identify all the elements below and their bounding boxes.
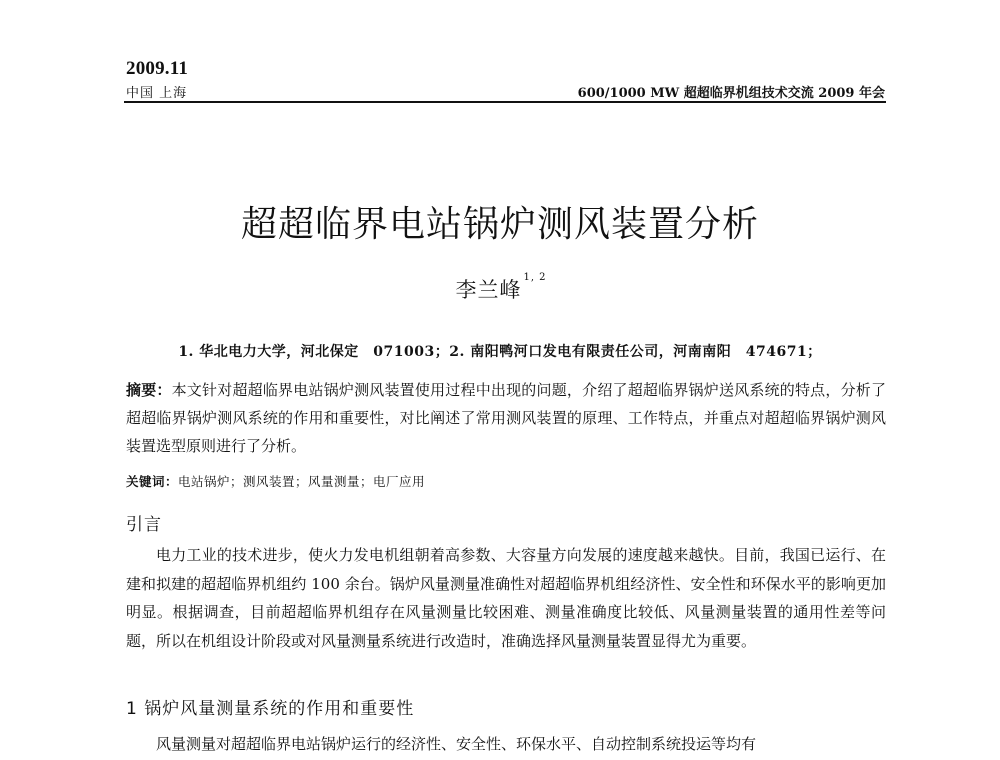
header-date: 2009.11	[126, 58, 189, 79]
section-heading-introduction: 引言	[126, 515, 162, 535]
paper-title: 超超临界电站锅炉测风装置分析	[240, 204, 759, 245]
affiliations: 1. 华北电力大学，河北保定 071003；2. 南阳鸭河口发电有限责任公司，河南南阳 474671；	[178, 344, 822, 360]
header-rule	[124, 101, 886, 103]
keywords	[126, 472, 425, 490]
abstract-label: 摘要：	[126, 381, 172, 399]
keywords-text: 电站锅炉；测风装置；风量测量；电厂应用	[178, 474, 426, 489]
author-line	[0, 274, 1000, 304]
section-heading-1: 1 锅炉风量测量系统的作用和重要性	[126, 699, 415, 719]
abstract-text: 本文针对超超临界电站锅炉测风装置使用过程中出现的问题，介绍了超超临界锅炉送风系统的特点，分析了超超临界锅炉测风系统的作用和重要性，对比阐述了常用测风装置的原理、工作特点，并重点对超超临界锅炉测风装置选型原则进行了分析。	[126, 381, 886, 455]
section-1-paragraph: 风量测量对超超临界电站锅炉运行的经济性、安全性、环保水平、自动控制系统投运等均有	[156, 735, 757, 753]
introduction-paragraph: 电力工业的技术进步，使火力发电机组朝着高参数、大容量方向发展的速度越来越快。目前，我国已运行、在建和拟建的超超临界机组约 100 余台。锅炉风量测量准确性对超超临界机组经济性、安全性和环保水平的影响更加明显。根据调查，目前超超临界机组存在风量测量比较困难、测量准确度比较低、风量测量装置的通用性差等问题，所以在机组设计阶段或对风量测量系统进行改造时，准确选择风量测量装置显得尤为重要。	[126, 546, 886, 650]
header-location: 中国 上海	[126, 86, 188, 101]
author-affiliation-marks: 1, 2	[523, 272, 547, 283]
header-conference: 600/1000 MW 超超临界机组技术交流 2009 年会	[577, 86, 885, 101]
author-name: 李兰峰	[455, 278, 522, 302]
abstract	[126, 376, 886, 460]
keywords-label: 关键词：	[126, 474, 179, 489]
